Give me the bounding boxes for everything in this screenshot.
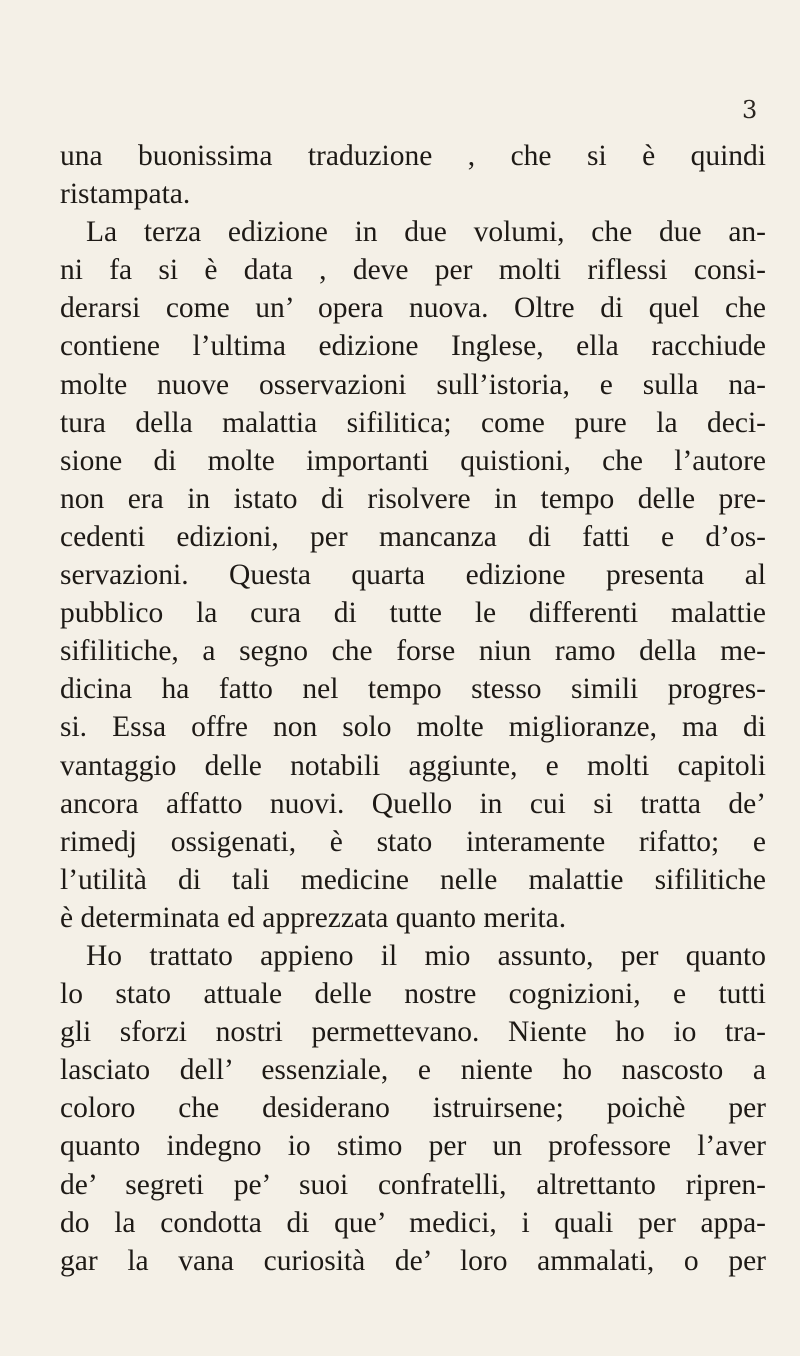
text-line: gar la vana curiosità de’ loro ammalati, o per <box>60 1244 766 1277</box>
text-line: molte nuove osservazioni sull’istoria, e sulla na- <box>60 368 766 401</box>
text-line: si. Essa offre non solo molte miglioranze, ma di <box>60 711 766 744</box>
text-line: sione di molte importanti quistioni, che l’autore <box>60 444 766 477</box>
text-line: La terza edizione in due volumi, che due an- <box>86 216 766 249</box>
text-line: è determinata ed apprezzata quanto merita. <box>60 901 567 934</box>
text-line: Ho trattato appieno il mio assunto, per quanto <box>86 939 766 972</box>
text-line: tura della malattia sifilitica; come pure la deci- <box>60 406 766 439</box>
text-line: de’ segreti pe’ suoi confratelli, altrettanto ripren- <box>60 1168 766 1201</box>
text-line: dicina ha fatto nel tempo stesso simili progres- <box>60 673 766 706</box>
text-line: non era in istato di risolvere in tempo delle pre- <box>60 482 766 515</box>
text-line: gli sforzi nostri permettevano. Niente ho io tra- <box>60 1016 766 1049</box>
text-line: ni fa si è data , deve per molti riflessi consi- <box>60 254 766 287</box>
text-line: vantaggio delle notabili aggiunte, e molti capitoli <box>60 749 766 782</box>
text-line: do la condotta di que’ medici, i quali per appa- <box>60 1206 766 1239</box>
text-line: derarsi come un’ opera nuova. Oltre di quel che <box>60 292 766 325</box>
text-line: ristampata. <box>60 178 191 211</box>
body-text <box>60 137 766 1280</box>
text-line: ancora affatto nuovi. Quello in cui si tratta de’ <box>60 787 766 820</box>
text-line: contiene l’ultima edizione Inglese, ella racchiude <box>60 330 766 363</box>
text-line: quanto indegno io stimo per un professore l’aver <box>60 1130 766 1163</box>
text-line: pubblico la cura di tutte le differenti malattie <box>60 597 766 630</box>
text-line: una buonissima traduzione , che si è quindi <box>60 140 766 172</box>
text-line: coloro che desiderano istruirsene; poichè per <box>60 1092 766 1125</box>
text-line: cedenti edizioni, per mancanza di fatti e d’os- <box>60 520 766 553</box>
text-line: l’utilità di tali medicine nelle malattie sifilitiche <box>60 863 766 896</box>
text-line: lasciato dell’ essenziale, e niente ho nascosto a <box>60 1054 766 1087</box>
page-number: 3 <box>742 96 758 124</box>
text-line: lo stato attuale delle nostre cognizioni, e tutti <box>60 978 766 1011</box>
text-line: sifilitiche, a segno che forse niun ramo della me- <box>60 635 766 668</box>
text-line: servazioni. Questa quarta edizione presenta al <box>60 559 766 592</box>
text-line: rimedj ossigenati, è stato interamente rifatto; e <box>60 825 766 858</box>
